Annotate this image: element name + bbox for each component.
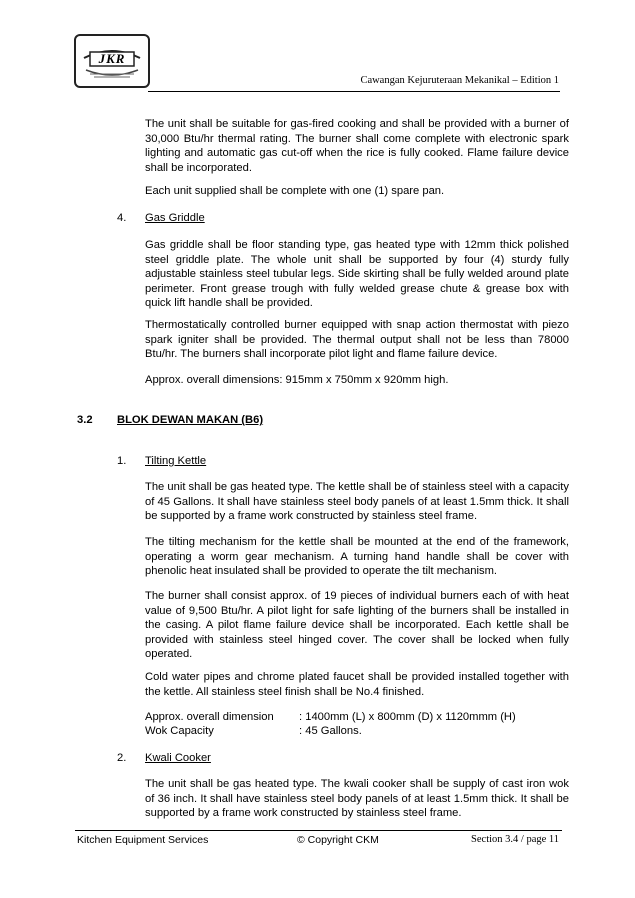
jkr-logo	[74, 34, 150, 88]
item-paragraph: Cold water pipes and chrome plated faucet shall be provided installed together with the kettle. All stainless steel finish shall be No.4 finished.	[145, 671, 569, 698]
header-right-text: Cawangan Kejuruteraan Mekanikal – Edition 1	[360, 75, 559, 86]
footer-rule	[75, 830, 562, 831]
intro-paragraph-1: The unit shall be suitable for gas-fired cooking and shall be provided with a burner of 30,000 Btu/hr thermal rating. The burner shall come complete with electronic spark lighting and automatic gas cut-off when the rice is fully cooked. Flame failure device shall be incorporated.	[145, 118, 569, 174]
section-number: 3.2	[77, 414, 93, 426]
item-paragraph: Gas griddle shall be floor standing type, gas heated type with 12mm thick polished steel griddle plate. The whole unit shall be supported by four (4) sturdy fully adjustable stainless steel tubular legs. Side skirting shall be fully welded around plate perimeter. Front grease trough with fully welded grease chute & grease box with quick lift handle shall be provided.	[145, 239, 569, 310]
item-paragraph: Thermostatically controlled burner equipped with snap action thermostat with piezo spark igniter shall be provided. The thermal output shall not be less than 78000 Btu/hr. The burners shall incorporate pilot light and flame failure device.	[145, 319, 569, 361]
spec-label: Approx. overall dimension	[145, 711, 274, 723]
intro-paragraph-2: Each unit supplied shall be complete with one (1) spare pan.	[145, 185, 445, 197]
item-paragraph: The unit shall be gas heated type. The kettle shall be of stainless steel with a capacity of 45 Gallons. It shall have stainless steel body panels of at least 1.5mm thick. It shall be supported by a frame work constructed by stainless steel frame.	[145, 481, 569, 523]
header-rule	[148, 91, 560, 92]
spec-label: Wok Capacity	[145, 725, 214, 737]
item-paragraph: The tilting mechanism for the kettle shall be mounted at the end of the framework, operating a worm gear mechanism. A turning hand handle shall be cover with phenolic heat insulated shall be provided to operate the tilt mechanism.	[145, 536, 569, 578]
logo-text: JKR	[98, 51, 126, 66]
footer-left-text: Kitchen Equipment Services	[77, 834, 209, 846]
item-title: Kwali Cooker	[145, 752, 211, 764]
spec-value: : 1400mm (L) x 800mm (D) x 1120mmm (H)	[299, 711, 516, 723]
spec-value: : 45 Gallons.	[299, 725, 362, 737]
footer-copyright: © Copyright CKM	[297, 834, 379, 846]
item-paragraph: The unit shall be gas heated type. The kwali cooker shall be supply of cast iron wok of 36 inch. It shall have stainless steel body panels of at least 1.5mm thick. It shall be supported by a frame work constructed by stainless steel frame.	[145, 778, 569, 820]
item-paragraph: The burner shall consist approx. of 19 pieces of individual burners each of with heat value of 9,500 Btu/hr. A pilot light for safe lighting of the burners shall be installed in the casing. A pilot flame failure device shall be incorporated. Each kettle shall be provided with stainless steel hinged cover. The cover shall be locked when fully operated.	[145, 590, 569, 661]
item-title: Gas Griddle	[145, 212, 205, 224]
item-title: Tilting Kettle	[145, 455, 207, 467]
item-number: 4.	[117, 212, 127, 224]
item-number: 1.	[117, 455, 127, 467]
item-paragraph: Approx. overall dimensions: 915mm x 750mm x 920mm high.	[145, 374, 449, 386]
item-number: 2.	[117, 752, 127, 764]
section-title: BLOK DEWAN MAKAN (B6)	[117, 414, 264, 426]
footer-page-number: Section 3.4 / page 11	[471, 834, 559, 845]
